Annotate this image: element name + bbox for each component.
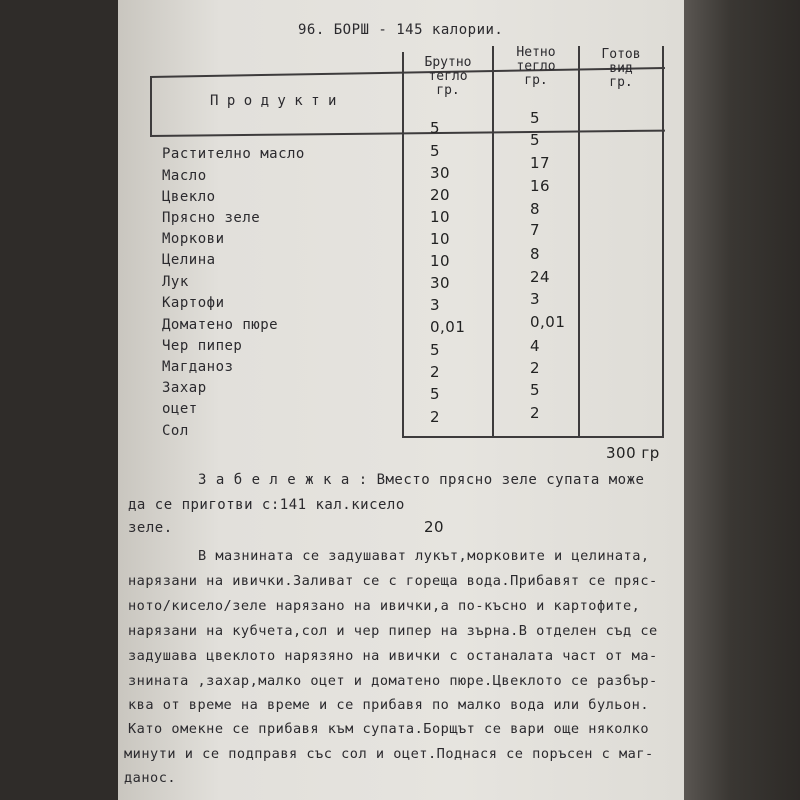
- product-name-1: Растително масло: [162, 146, 305, 162]
- net-weight-10: 0,01: [530, 313, 566, 331]
- note-line-1: З а б е л е ж к а : Вместо прясно зеле супата може: [198, 472, 645, 488]
- header-gross-weight: Брутно тегло гр.: [424, 55, 472, 98]
- paragraph-line-7: ква от време на време и се прибавя по малко вода или бульон.: [128, 697, 650, 713]
- paragraph-line-3: ното/кисело/зеле нарязано на ивички,а по-късно и картофите,: [128, 598, 641, 614]
- product-name-10: Чер пипер: [162, 338, 243, 354]
- gross-weight-14: 2: [430, 408, 441, 426]
- net-weight-1: 5: [530, 109, 541, 127]
- gross-weight-3: 30: [430, 164, 451, 182]
- product-name-4: Прясно зеле: [162, 210, 261, 226]
- net-weight-5: 8: [530, 200, 541, 218]
- net-weight-11: 4: [530, 337, 541, 355]
- note-handwritten-value: 20: [424, 518, 445, 536]
- paragraph-line-1: В мазнината се задушават лукът,морковите и целината,: [198, 548, 650, 564]
- product-name-7: Лук: [162, 274, 189, 290]
- net-weight-13: 5: [530, 381, 541, 399]
- total-weight: 300 гр: [606, 444, 660, 462]
- gross-weight-8: 30: [430, 274, 451, 292]
- note-line-2: да се приготви с:141 кал.кисело: [128, 497, 405, 513]
- paragraph-line-5: задушава цвеклото нарязяно на ивички с останалата част от ма-: [128, 648, 658, 664]
- header-ready-weight: Готов вид гр.: [601, 47, 641, 90]
- table-left-border: [150, 77, 152, 137]
- paragraph-line-6: знината ,захар,малко оцет и доматено пюре.Цвеклото се разбър-: [128, 673, 658, 689]
- table-bottom-line: [402, 436, 664, 438]
- page-title: 96. БОРШ - 145 калории.: [298, 22, 504, 38]
- net-weight-6: 7: [530, 221, 541, 239]
- gross-weight-9: 3: [430, 296, 441, 314]
- net-weight-7: 8: [530, 245, 541, 263]
- product-name-13: оцет: [162, 401, 198, 417]
- product-name-8: Картофи: [162, 295, 225, 311]
- table-col-divider-3: [578, 46, 580, 438]
- paragraph-line-8: Като омекне се прибавя към супата.Борщът се вари още няколко: [128, 721, 650, 737]
- product-name-9: Доматено пюре: [162, 317, 279, 333]
- net-weight-4: 16: [530, 177, 551, 195]
- table-col-divider-2: [492, 46, 494, 438]
- table-right-border: [662, 46, 664, 438]
- net-weight-8: 24: [530, 268, 551, 286]
- header-net-weight: Нетно тегло гр.: [516, 45, 556, 88]
- gross-weight-2: 5: [430, 142, 441, 160]
- product-name-2: Масло: [162, 168, 207, 184]
- header-products: П р о д у к т и: [210, 93, 337, 109]
- gross-weight-13: 5: [430, 385, 441, 403]
- gross-weight-10: 0,01: [430, 318, 466, 336]
- net-weight-9: 3: [530, 290, 541, 308]
- net-weight-12: 2: [530, 359, 541, 377]
- net-weight-3: 17: [530, 154, 551, 172]
- note-line-3: зеле.: [128, 520, 173, 536]
- product-name-11: Магданоз: [162, 359, 234, 375]
- gross-weight-1: 5: [430, 119, 441, 137]
- gross-weight-6: 10: [430, 230, 451, 248]
- gross-weight-11: 5: [430, 341, 441, 359]
- gross-weight-4: 20: [430, 186, 451, 204]
- page-edge-shadow: [684, 0, 800, 800]
- gross-weight-7: 10: [430, 252, 451, 270]
- product-name-5: Моркови: [162, 231, 225, 247]
- table-col-divider-1: [402, 52, 404, 438]
- paragraph-line-9: минути и се подправя със сол и оцет.Поднася се поръсен с маг-: [124, 746, 654, 762]
- paragraph-line-10: данос.: [124, 770, 177, 786]
- product-name-14: Сол: [162, 423, 189, 439]
- net-weight-14: 2: [530, 404, 541, 422]
- product-name-3: Цвекло: [162, 189, 216, 205]
- gross-weight-12: 2: [430, 363, 441, 381]
- gross-weight-5: 10: [430, 208, 451, 226]
- paragraph-line-4: нарязани на кубчета,сол и чер пипер на зърна.В отделен съд се: [128, 623, 658, 639]
- product-name-12: Захар: [162, 380, 207, 396]
- net-weight-2: 5: [530, 131, 541, 149]
- product-name-6: Целина: [162, 252, 216, 268]
- paragraph-line-2: нарязани на ивички.Заливат се с гореща вода.Прибавят се пряс-: [128, 573, 658, 589]
